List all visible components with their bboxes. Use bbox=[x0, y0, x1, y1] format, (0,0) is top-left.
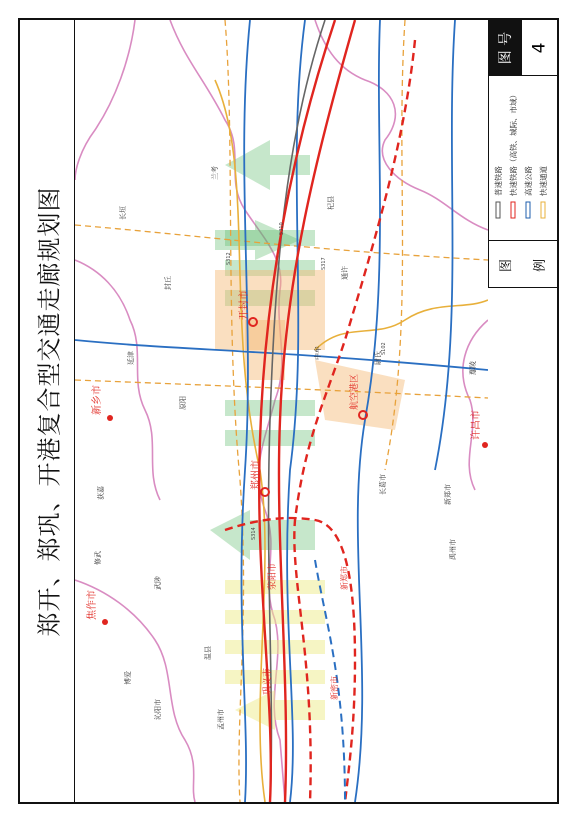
road-label-1: S312 bbox=[226, 252, 232, 265]
legend-label-expressway: 高速公路 bbox=[524, 166, 533, 196]
figure-number: 4 bbox=[529, 42, 550, 53]
label-yuzhou: 禹州市 bbox=[449, 539, 457, 560]
legend-title-1: 图 bbox=[499, 258, 515, 272]
label-xuchang: 许昌市 bbox=[471, 410, 482, 440]
label-qinyang: 沁阳市 bbox=[154, 699, 162, 720]
marker-xuchang bbox=[482, 442, 488, 448]
label-yanling: 鄢陵 bbox=[469, 361, 477, 375]
label-mengzhou: 孟州市 bbox=[217, 709, 225, 730]
legend-item-expressway bbox=[523, 166, 533, 218]
label-xinmi: 新密市 bbox=[330, 676, 339, 700]
label-xinzheng-town: 新郑市 bbox=[444, 484, 452, 505]
figure-number-label-box bbox=[488, 20, 522, 76]
label-huojia: 获嘉 bbox=[97, 486, 105, 500]
label-airport: 航空港区 bbox=[350, 373, 360, 410]
label-tongxu: 通许 bbox=[341, 266, 349, 280]
label-changge: 长葛市 bbox=[379, 474, 387, 495]
marker-jiaozuo bbox=[102, 619, 108, 625]
label-fengqiu: 封丘 bbox=[164, 276, 172, 290]
road-label-5: S317 bbox=[321, 257, 327, 270]
marker-xinxiang bbox=[107, 415, 113, 421]
legend-swatch-normal-rail bbox=[496, 202, 500, 218]
label-gongyi: 巩义市 bbox=[263, 667, 273, 695]
label-kaifeng: 开封市 bbox=[239, 290, 250, 320]
legend-title-2: 例 bbox=[533, 258, 549, 272]
label-boai: 博爱 bbox=[124, 671, 132, 685]
label-weishi: 尉氏 bbox=[374, 351, 382, 365]
label-zhongmu: 中牟 bbox=[314, 346, 322, 360]
label-zhengzhou: 郑州市 bbox=[251, 460, 262, 490]
legend-label-fast-channel: 快速通道 bbox=[539, 166, 548, 196]
legend-title bbox=[488, 240, 557, 288]
legend-item-fast-channel bbox=[538, 166, 548, 218]
legend-items bbox=[488, 76, 557, 240]
legend-item-fast-rail bbox=[508, 91, 518, 218]
figure-number-box bbox=[522, 20, 557, 76]
legend-label-fast-rail: 快速铁路（高铁、城际、市域） bbox=[509, 91, 518, 196]
label-lankao: 兰考 bbox=[211, 166, 219, 180]
map-canvas bbox=[75, 20, 488, 802]
label-wuzhi: 武陟 bbox=[154, 576, 162, 590]
label-jiaozuo: 焦作市 bbox=[87, 590, 98, 620]
legend-swatch-fast-channel bbox=[541, 202, 545, 218]
road-label-3: S314 bbox=[251, 527, 257, 540]
map-title: 郑开、郑巩、开港复合型交通走廊规划图 bbox=[35, 186, 63, 636]
road-label-2: S310 bbox=[279, 222, 285, 235]
label-xinxiang: 新乡市 bbox=[92, 385, 103, 415]
legend-label-normal-rail: 普速铁路 bbox=[494, 166, 503, 196]
road-label-6: S102 bbox=[381, 342, 387, 355]
legend-title-2-box bbox=[522, 241, 556, 289]
figure-number-label: 图 号 bbox=[497, 31, 514, 65]
label-xingyang: 荥阳市 bbox=[268, 562, 278, 590]
label-yuanyang: 原阳 bbox=[179, 396, 187, 410]
legend-swatch-expressway bbox=[526, 202, 530, 218]
band-yellow-2 bbox=[225, 610, 325, 624]
legend-swatch-fast-rail bbox=[511, 202, 515, 218]
label-yanjin: 延津 bbox=[127, 351, 135, 365]
band-yellow-3 bbox=[225, 640, 325, 654]
label-changyuan: 长垣 bbox=[119, 206, 127, 220]
map-title-container bbox=[18, 18, 75, 804]
legend-title-1-box bbox=[488, 241, 522, 289]
label-wenxian: 温县 bbox=[204, 646, 212, 660]
band-yellow-4 bbox=[225, 670, 325, 684]
legend-item-normal-rail bbox=[493, 166, 503, 218]
label-xinzheng: 新郑市 bbox=[340, 566, 349, 590]
label-xiuwu: 修武 bbox=[94, 551, 102, 565]
label-qixian: 杞县 bbox=[327, 196, 335, 210]
